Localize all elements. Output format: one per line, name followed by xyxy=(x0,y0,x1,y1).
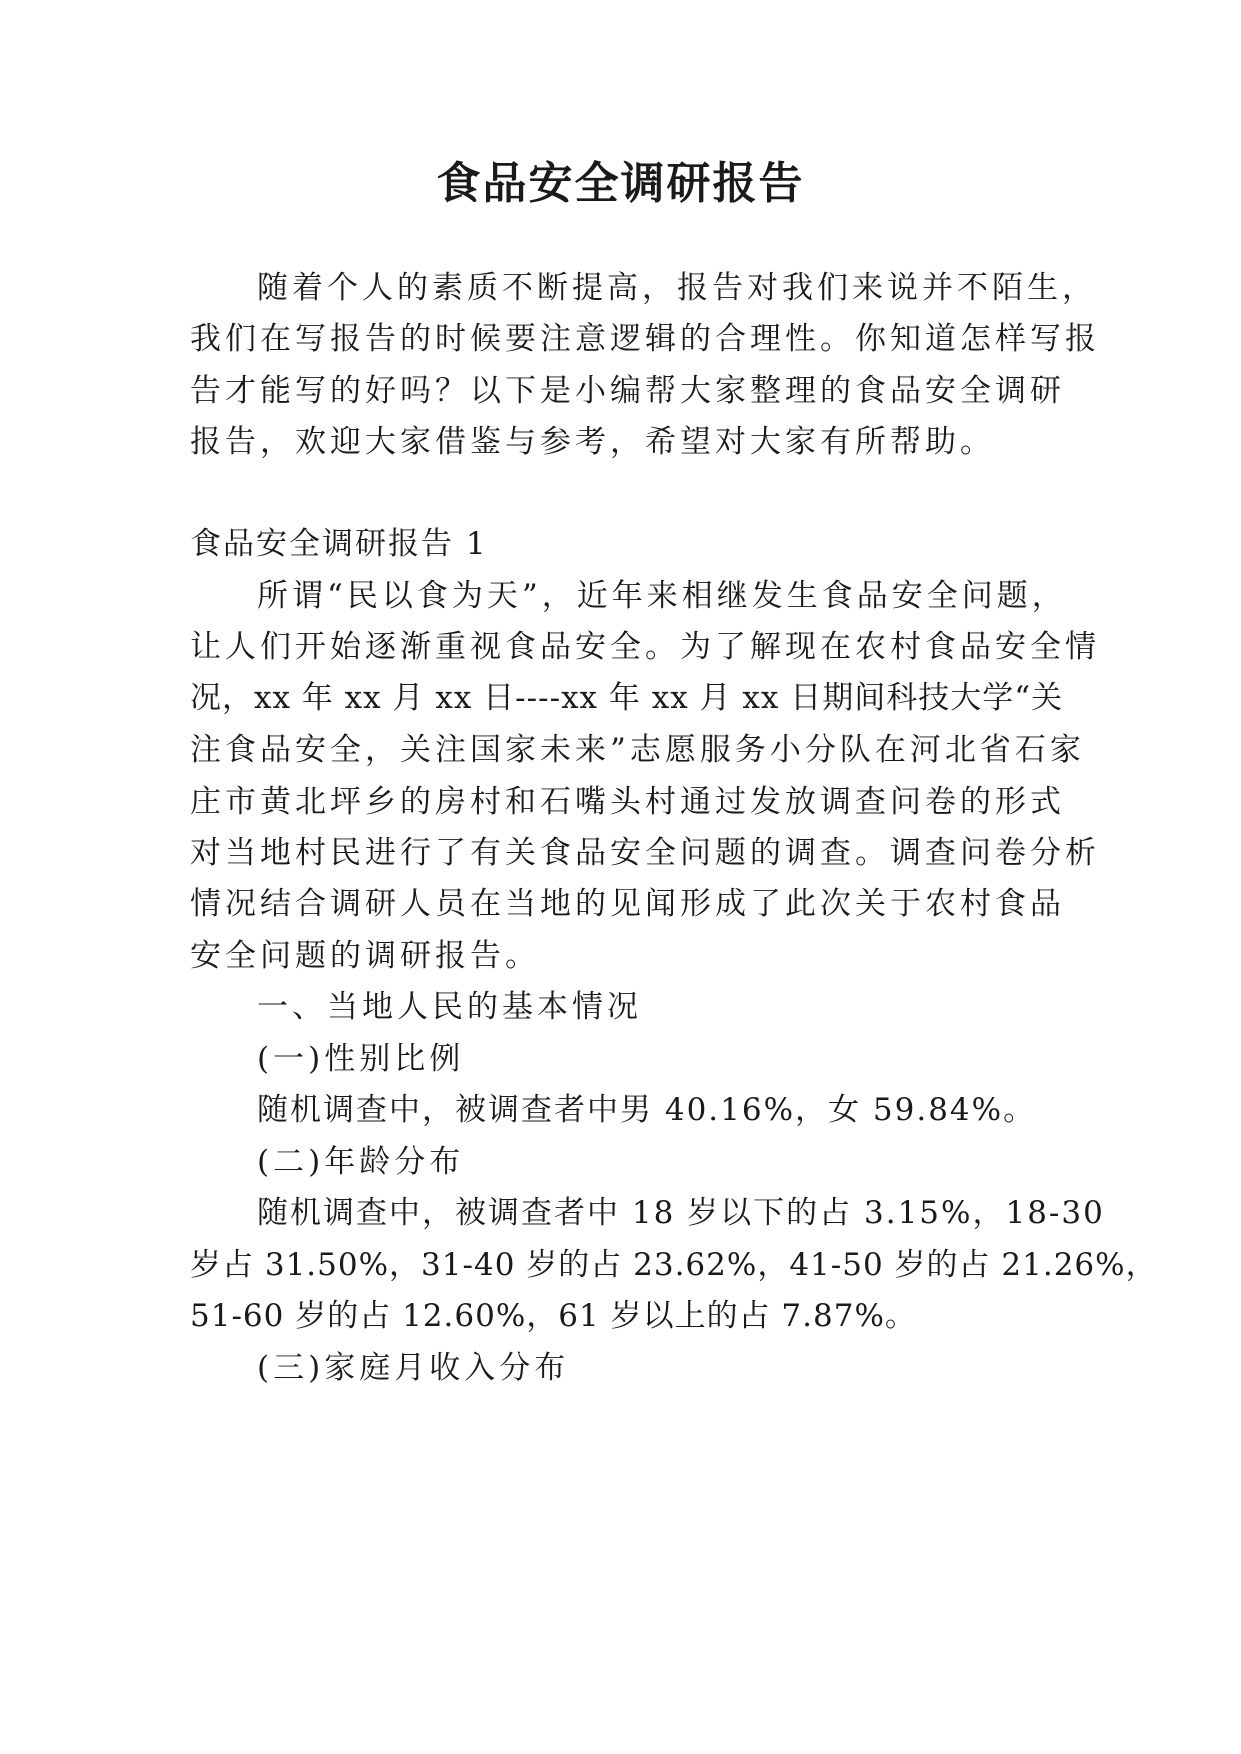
age-line-2: 岁占 31.50%，31-40 岁的占 23.62%，41-50 岁的占 21.26%， xyxy=(190,1247,1158,1283)
age-line-3: 51-60 岁的占 12.60%，61 岁以上的占 7.87%。 xyxy=(190,1298,917,1334)
section-line-3: 况，xx 年 xx 月 xx 日----xx 年 xx 月 xx 日期间科技大学“关 xyxy=(190,680,1064,716)
intro-line-4: 报告，欢迎大家借鉴与参考，希望对大家有所帮助。 xyxy=(190,424,995,460)
gender-ratio-text: 随机调查中，被调查者中男 40.16%，女 59.84%。 xyxy=(257,1092,1037,1128)
intro-line-3: 告才能写的好吗？以下是小编帮大家整理的食品安全调研 xyxy=(190,373,1065,409)
document-title: 食品安全调研报告 xyxy=(436,158,805,209)
intro-line-1: 随着个人的素质不断提高，报告对我们来说并不陌生， xyxy=(257,270,1097,306)
section-line-7: 情况结合调研人员在当地的见闻形成了此次关于农村食品 xyxy=(190,886,1065,922)
section-line-2: 让人们开始逐渐重视食品安全。为了解现在农村食品安全情 xyxy=(190,629,1100,665)
subheading-age-distribution: (二)年龄分布 xyxy=(257,1144,465,1180)
section-line-4: 注食品安全，关注国家未来”志愿服务小分队在河北省石家 xyxy=(190,732,1085,768)
subheading-gender-ratio: (一)性别比例 xyxy=(257,1041,465,1077)
section-line-6: 对当地村民进行了有关食品安全问题的调查。调查问卷分析 xyxy=(190,835,1100,871)
age-line-1: 随机调查中，被调查者中 18 岁以下的占 3.15%，18-30 xyxy=(257,1195,1105,1231)
subheading-income-distribution: (三)家庭月收入分布 xyxy=(257,1350,570,1386)
intro-line-2: 我们在写报告的时候要注意逻辑的合理性。你知道怎样写报 xyxy=(190,321,1100,357)
section-line-8: 安全问题的调研报告。 xyxy=(190,938,540,974)
section-line-1: 所谓“民以食为天”，近年来相继发生食品安全问题， xyxy=(257,578,1067,614)
heading-basic-situation: 一、当地人民的基本情况 xyxy=(257,989,642,1025)
section-heading: 食品安全调研报告 1 xyxy=(190,526,488,562)
section-line-5: 庄市黄北坪乡的房村和石嘴头村通过发放调查问卷的形式 xyxy=(190,784,1065,820)
